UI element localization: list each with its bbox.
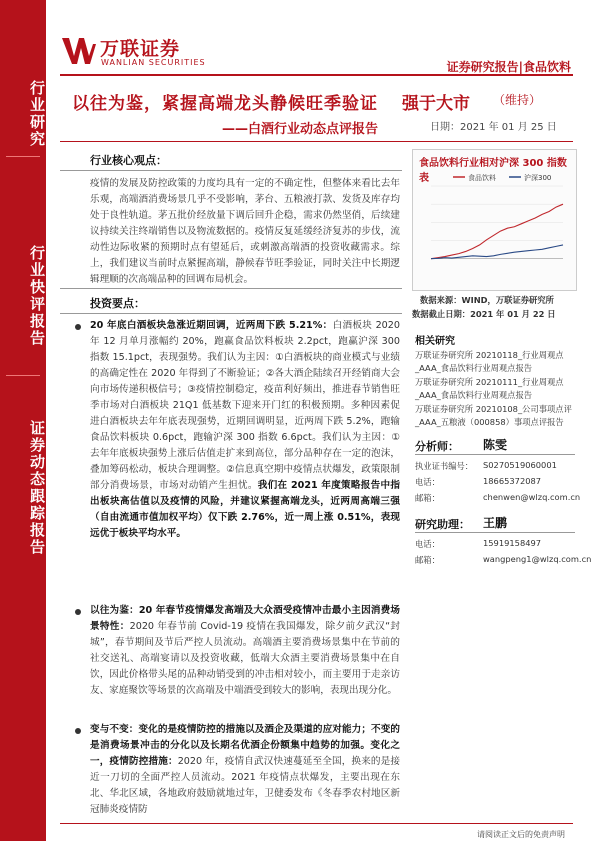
core-view-text: 疫情的发展及防控政策的力度均具有一定的不确定性，但整体来看比去年乐观，高端酒消费场景几乎不受影响，茅台、五粮液打款、发货及库存均处于良性轨道。茅五批价经放量下调后回升企稳，需求仍然坚俏，后续建议持续关注终端销售以及物流数据的。疫情反复延缓经济复苏的步伐，流动性边际收紧的预期时点有望延后，或刺激高端酒的投资收藏需求。综上，我们建议当前时点紧握高端，静候春节旺季验证，同时关注中长期逻辑理顺的次高端品种的回调布局机会。 xyxy=(90,178,400,285)
section-rule xyxy=(60,288,402,289)
analyst-phone: 18665372087 xyxy=(483,476,542,486)
chart-title: 食品饮料行业相对沪深 300 指数表 xyxy=(419,158,567,184)
side-divider xyxy=(6,375,40,376)
rating-note: （维持） xyxy=(493,93,542,107)
header-rule xyxy=(60,74,573,76)
related-item[interactable]: 万联证券研究所 20210108_公司事项点评_AAA_五粮液（000858）事项点评报告 xyxy=(415,404,572,427)
analyst-phone-label: 电话： xyxy=(415,477,440,487)
logo-text-en: WANLIAN SECURITIES xyxy=(101,58,206,67)
assistant-name: 王鹏 xyxy=(483,516,508,530)
industry-rating: 强于大市 xyxy=(402,94,470,114)
point-1-conclusion: 我们在 2021 年度策略报告中指出板块高估值以及疫情的风险，并建议紧握高端龙头，近两周高端三强（自由流通市值加权平均）仅下跌 2.76%，近一周上涨 0.51%，表现远优于板块平均水平。 xyxy=(90,480,400,539)
report-date: 日期：2021 年 01 月 25 日 xyxy=(430,122,557,133)
assistant-phone: 15919158497 xyxy=(483,538,542,548)
analyst-heading: 分析师： xyxy=(415,440,459,453)
logo-text-cn: 万联证券 xyxy=(100,38,181,60)
core-view-heading: 行业核心观点： xyxy=(90,154,167,167)
series-line xyxy=(431,245,563,259)
analyst-name: 陈雯 xyxy=(483,438,508,452)
analyst-cert-label: 执业证书编号： xyxy=(415,461,474,471)
related-research-list xyxy=(415,349,580,428)
point-1-heading: 20 年底白酒板块急涨近期回调，近两周下跌 5.21%： xyxy=(90,320,333,331)
legend-label: 沪深300 xyxy=(524,174,552,182)
point-2-heading: 以往为鉴：20 年春节疫情爆发高端及大众酒受疫情冲击最小主因消费场景特性： xyxy=(90,605,400,632)
investment-points-heading: 投资要点： xyxy=(90,297,145,310)
side-label-dynamic-tracking: 证券动态跟踪报告 xyxy=(28,420,46,556)
point-1 xyxy=(90,318,400,542)
point-3-heading: 变与不变：变化的是疫情防控的措施以及酒企及渠道的应对能力；不变的是消费场景冲击的分化以及长期名优酒企份额集中趋势的加强。变化之一，疫情防控措施： xyxy=(90,724,400,767)
assistant-email-label: 邮箱： xyxy=(415,555,440,565)
related-item[interactable]: 万联证券研究所 20210111_行业周观点_AAA_食品饮料行业周观点报告 xyxy=(415,377,564,400)
legend-label: 食品饮料 xyxy=(468,174,496,182)
section-rule xyxy=(60,170,402,171)
analyst-email[interactable]: chenwen@wlzq.com.cn xyxy=(483,492,581,502)
assistant-email[interactable]: wangpeng1@wlzq.com.cn xyxy=(483,554,592,564)
analyst-email-label: 邮箱： xyxy=(415,493,440,503)
report-type: 证券研究报告|食品饮料 xyxy=(446,60,571,74)
side-label-industry-research: 行业研究 xyxy=(28,80,46,148)
side-label-quick-review: 行业快评报告 xyxy=(28,245,46,347)
sub-title: ——白酒行业动态点评报告 xyxy=(222,122,379,137)
side-stripe xyxy=(0,0,46,841)
side-divider xyxy=(6,156,40,157)
point-3-text: 2020 年，疫情自武汉快速蔓延至全国，换来的是接近一刀切的全面严控人员流动。2021 年疫情点状爆发，主要出现在东北、华北区域，各地政府鼓励就地过年，卫健委发布《冬春季农村地区新冠肺炎疫情防 xyxy=(90,756,400,815)
analyst-cert: S0270519060001 xyxy=(483,460,557,470)
related-item[interactable]: 万联证券研究所 20210118_行业周观点_AAA_食品饮料行业周观点报告 xyxy=(415,350,564,373)
bullet-icon xyxy=(75,609,81,615)
main-title: 以往为鉴，紧握高端龙头静候旺季验证 xyxy=(72,94,378,114)
related-research-heading: 相关研究 xyxy=(415,336,455,347)
assistant-phone-label: 电话： xyxy=(415,539,440,549)
bullet-icon xyxy=(75,324,81,330)
assistant-heading: 研究助理： xyxy=(415,518,470,531)
section-rule xyxy=(60,313,402,314)
bullet-icon xyxy=(75,728,81,734)
data-cutoff: 数据截止日期：2021 年 01 月 22 日 xyxy=(412,309,556,319)
chart-panel xyxy=(412,149,577,291)
footer-disclaimer: 请阅读正文后的免责声明 xyxy=(477,830,565,839)
point-2 xyxy=(90,603,400,699)
wanlian-logo-icon xyxy=(62,36,96,66)
point-1-text: 白酒板块 2020 年 12 月单月涨幅约 20%，跑赢食品饮料板块 2.2pct，跑赢沪深 300 指数 15.1pct，表现强势。我们认为主因：①白酒板块的商业模式与业绩的高确定性在 2020 年得到了不断验证；②各大酒企陆续召开经销商大会向市场传递积极信号；③疫情控制稳定，疫苗利好频出，推进春节销售旺季市场对白酒板块 21Q1 低基数下迎来开门红的积极预期。多种因素促进白酒板块去年年底表现强势，近期回调明显，近两周下跌 5.2%，跑输食品饮料板块 0.6pct，跑输沪深 300 指数 6.6pct。我们认为主因：①去年年底板块强势上涨后估值走扩来到高位，部分品种存在一定的泡沫，叠加筹码松动，板块合理调整。②信息真空期中疫情点状爆发，政策限制部分消费场景，市场对动销产生担忧。 xyxy=(90,320,400,491)
point-2-text: 2020 年春节前 Covid-19 疫情在我国爆发，除夕前夕武汉“封城”，春节期间及节后严控人员流动。高端酒主要消费场景集中在节前的社交送礼、高端宴请以及投资收藏，低端大众酒主要消费场景集中在自饮，因此价格带头尾的品种动销受到的冲击相对较小，而主要用于走亲访友、家庭聚饮等场景的次高端及中端酒受到较大的影响，表现出现分化。 xyxy=(90,621,400,696)
data-source: 数据来源：WIND，万联证券研究所 xyxy=(420,295,554,305)
relative-index-chart xyxy=(413,170,576,290)
series-line xyxy=(431,204,563,259)
assistant-rule xyxy=(415,532,575,533)
footer-rule xyxy=(60,823,573,824)
point-3 xyxy=(90,722,400,820)
analyst-rule xyxy=(415,454,575,455)
top-rule xyxy=(60,141,573,142)
